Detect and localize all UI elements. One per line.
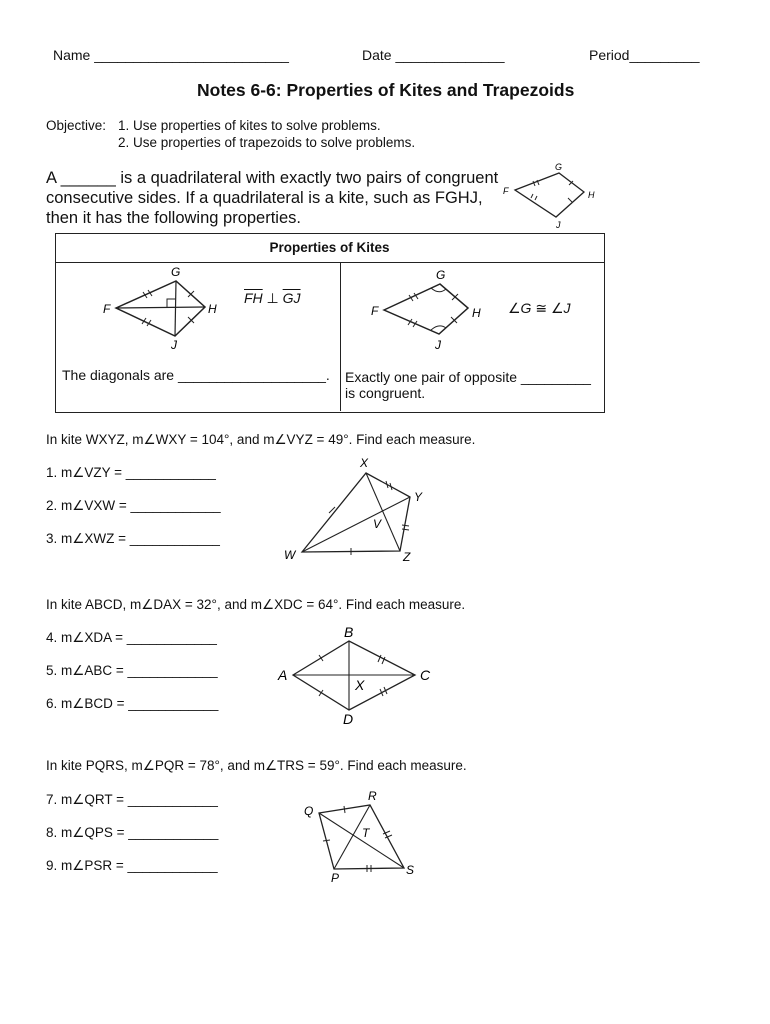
- vertex-label-j: J: [435, 338, 441, 352]
- vertex-label-h: H: [472, 306, 481, 320]
- intro-line-1: [46, 168, 498, 188]
- tick-marks: [408, 293, 458, 327]
- opposite-angles-line-2: is congruent.: [345, 385, 426, 401]
- question-6[interactable]: 6. m∠BCD = ____________: [46, 696, 219, 711]
- kite-outline: [302, 473, 410, 552]
- intersection-label-t: T: [362, 826, 370, 840]
- kite-fghj-small-diagram: [500, 160, 610, 230]
- vertex-label-w: W: [284, 548, 296, 562]
- vertex-label-g: G: [436, 268, 446, 282]
- period-blank[interactable]: _________: [629, 47, 700, 63]
- objective-item-2: 2. Use properties of trapezoids to solve problems.: [118, 135, 416, 150]
- vertex-label-s: S: [406, 863, 415, 877]
- vertex-label-g: G: [555, 162, 563, 172]
- table-column-divider: [340, 263, 341, 411]
- vertex-label-y: Y: [414, 490, 423, 504]
- vertex-label-d: D: [343, 711, 354, 727]
- intro-line-3: then it has the following properties.: [46, 209, 301, 227]
- section1-prompt: In kite WXYZ, m∠WXY = 104°, and m∠VYZ = 49°. Find each measure.: [46, 432, 476, 447]
- segment-gj: $\overline{GJ}$: [282, 290, 301, 306]
- tick-marks: [531, 180, 573, 202]
- vertex-label-g: G: [171, 265, 181, 279]
- vertex-label-b: B: [344, 624, 354, 640]
- vertex-label-h: H: [208, 302, 217, 316]
- intersection-label-v: V: [373, 517, 382, 531]
- kite-abcd-diagram: [275, 620, 445, 730]
- vertex-label-z: Z: [403, 550, 411, 564]
- kite-outline: [515, 173, 584, 217]
- segment-fh: $\overline{FH}$: [244, 290, 263, 306]
- question-8[interactable]: 8. m∠QPS = ____________: [46, 825, 219, 840]
- period-label: Period: [589, 47, 630, 63]
- intro-word-a: A: [46, 169, 57, 187]
- opposite-angles-label: Exactly one pair of opposite: [345, 369, 517, 385]
- intro-paragraph: [46, 168, 498, 228]
- kite-diagonals-diagram: [100, 262, 240, 352]
- perpendicular-diagonals-statement: [244, 290, 301, 307]
- question-2[interactable]: 2. m∠VXW = ____________: [46, 498, 221, 513]
- intro-line-1-rest: is a quadrilateral with exactly two pairs of congruent: [120, 169, 499, 187]
- diagonals-property-text: [62, 367, 330, 383]
- question-7[interactable]: 7. m∠QRT = ____________: [46, 792, 218, 807]
- kite-outline: [384, 284, 468, 334]
- vertex-label-a: A: [278, 667, 288, 683]
- diagonal-xz: [366, 473, 400, 551]
- question-1[interactable]: 1. m∠VZY = ____________: [46, 465, 216, 480]
- question-4[interactable]: 4. m∠XDA = ____________: [46, 630, 217, 645]
- opposite-angles-property-text: [345, 369, 591, 401]
- page-title: Notes 6-6: Properties of Kites and Trapezoids: [197, 80, 575, 100]
- diagonals-property-label: The diagonals are: [62, 367, 175, 383]
- date-field[interactable]: [362, 47, 504, 63]
- vertex-label-q: Q: [304, 804, 314, 818]
- date-label: Date: [362, 47, 392, 63]
- name-blank[interactable]: _________________________: [94, 47, 289, 63]
- vertex-label-c: C: [420, 667, 431, 683]
- kite-angles-diagram: [370, 262, 510, 352]
- question-5[interactable]: 5. m∠ABC = ____________: [46, 663, 218, 678]
- intro-line-2: consecutive sides. If a quadrilateral is a kite, such as FGHJ,: [46, 189, 483, 207]
- kite-outline: [116, 281, 205, 336]
- vertex-label-j: J: [556, 220, 561, 230]
- name-field[interactable]: [53, 47, 289, 63]
- diagonal-gj: [175, 281, 176, 336]
- name-label: Name: [53, 47, 91, 63]
- congruent-angles-statement: ∠G ≅ ∠J: [508, 300, 571, 316]
- diagonals-property-blank[interactable]: ___________________.: [177, 367, 330, 383]
- vertex-label-x: X: [360, 456, 369, 470]
- section2-prompt: In kite ABCD, m∠DAX = 32°, and m∠XDC = 64°. Find each measure.: [46, 597, 466, 612]
- vertex-label-p: P: [331, 871, 340, 885]
- question-3[interactable]: 3. m∠XWZ = ____________: [46, 531, 220, 546]
- perpendicular-symbol: ⊥: [262, 290, 283, 306]
- kite-wxyz-diagram: [280, 455, 440, 565]
- properties-table-title: Properties of Kites: [269, 240, 390, 255]
- vertex-label-j: J: [171, 338, 177, 352]
- tick-marks: [323, 806, 392, 872]
- vertex-label-r: R: [368, 789, 377, 803]
- kite-pqrs-diagram: [300, 785, 430, 885]
- right-angle-mark: [167, 299, 176, 307]
- vertex-label-f: F: [103, 302, 111, 316]
- vertex-label-f: F: [371, 304, 379, 318]
- objective-label: Objective:: [46, 118, 107, 133]
- angle-arc-g: [431, 288, 446, 292]
- opposite-angles-line-1: [345, 369, 591, 385]
- period-field[interactable]: [589, 47, 700, 63]
- diagonal-wy: [302, 497, 410, 552]
- section3-prompt: In kite PQRS, m∠PQR = 78°, and m∠TRS = 59°. Find each measure.: [46, 758, 467, 773]
- vertex-label-f: F: [503, 186, 509, 196]
- vertex-label-h: H: [588, 190, 595, 200]
- diagonal-fh: [116, 307, 205, 308]
- intersection-label-x: X: [355, 677, 365, 693]
- kite-term-blank[interactable]: ______: [60, 169, 116, 187]
- date-blank[interactable]: ______________: [395, 47, 505, 63]
- question-9[interactable]: 9. m∠PSR = ____________: [46, 858, 218, 873]
- objective-item-1: 1. Use properties of kites to solve problems.: [118, 118, 381, 133]
- opposite-angles-blank[interactable]: _________: [520, 369, 591, 385]
